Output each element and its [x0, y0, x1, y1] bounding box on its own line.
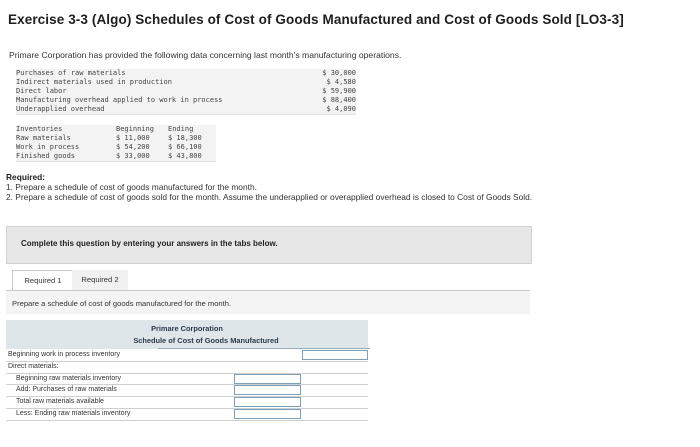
tab-required-2[interactable]: Required 2	[72, 270, 128, 290]
data-row-value: $ 88,400	[322, 96, 356, 104]
required-section	[6, 172, 606, 202]
data-row	[16, 105, 356, 115]
intro-text: Primare Corporation has provided the following data concerning last month's manufacturing operations.	[9, 50, 402, 60]
data-row-value: $ 4,090	[326, 105, 356, 113]
schedule-row	[6, 409, 368, 421]
inventory-cell: $ 11,000	[116, 134, 150, 142]
schedule-row-label: Less: Ending raw materials inventory	[16, 409, 131, 417]
data-row-label: Purchases of raw materials	[16, 69, 126, 77]
inventory-header: Beginning	[116, 125, 154, 133]
data-row-value: $ 59,900	[322, 87, 356, 95]
schedule-row	[6, 362, 368, 374]
instruction-box	[6, 226, 532, 264]
schedule-row-label: Beginning raw materials inventory	[16, 374, 122, 382]
schedule-header-rule	[158, 348, 370, 349]
inventory-cell: $ 66,100	[168, 143, 202, 151]
inventory-cell: $ 18,300	[168, 134, 202, 142]
required-item-1: 1. Prepare a schedule of cost of goods manufactured for the month.	[6, 182, 257, 192]
amount-input[interactable]	[234, 409, 301, 419]
exercise-title: Exercise 3-3 (Algo) Schedules of Cost of Goods Manufactured and Cost of Goods Sold [LO3-3]	[8, 12, 624, 27]
inventory-cell: Raw materials	[16, 134, 71, 142]
required-heading: Required:	[6, 172, 46, 182]
schedule-title: Schedule of Cost of Goods Manufactured	[133, 336, 279, 345]
tab-panel	[6, 290, 530, 314]
amount-input[interactable]	[234, 374, 301, 384]
schedule-row	[6, 397, 368, 409]
data-row-label: Manufacturing overhead applied to work in process	[16, 96, 223, 104]
schedule-row	[6, 385, 368, 397]
required-item-2: 2. Prepare a schedule of cost of goods sold for the month. Assume the underapplied or overapplied overhead is closed to Cost of Goods Sold.	[6, 192, 533, 202]
data-row-value: $ 30,000	[322, 69, 356, 77]
schedule-header	[6, 320, 368, 349]
data-row-label: Direct labor	[16, 87, 67, 95]
tab-bar	[6, 266, 530, 291]
inventory-cell: $ 43,800	[168, 152, 202, 160]
inventory-cell: Work in process	[16, 143, 80, 151]
schedule-row-label: Total raw materials available	[16, 398, 104, 406]
data-row-label: Underapplied overhead	[16, 105, 105, 113]
schedule-row	[6, 374, 368, 386]
schedule-row-label: Direct materials:	[8, 362, 59, 370]
schedule-row	[6, 350, 368, 362]
tab-required-1[interactable]: Required 1	[12, 270, 74, 292]
inventory-row	[16, 152, 216, 162]
schedule-table	[6, 350, 368, 421]
inventory-header: Ending	[168, 125, 194, 133]
schedule-row-label: Beginning work in process inventory	[8, 351, 121, 358]
inventory-cell: Finished goods	[16, 152, 76, 160]
inventory-cell: $ 54,200	[116, 143, 150, 151]
amount-input[interactable]	[234, 397, 301, 407]
data-row-label: Indirect materials used in production	[16, 78, 172, 86]
panel-prompt: Prepare a schedule of cost of goods manufactured for the month.	[12, 299, 232, 308]
inventory-header: Inventories	[16, 125, 63, 133]
amount-input[interactable]	[302, 350, 368, 360]
data-row-value: $ 4,580	[326, 78, 356, 86]
amount-input[interactable]	[234, 385, 301, 395]
instruction-text: Complete this question by entering your answers in the tabs below.	[21, 239, 278, 248]
inventory-cell: $ 33,000	[116, 152, 150, 160]
schedule-row-label: Add: Purchases of raw materials	[16, 386, 117, 394]
schedule-company: Primare Corporation	[151, 324, 223, 333]
